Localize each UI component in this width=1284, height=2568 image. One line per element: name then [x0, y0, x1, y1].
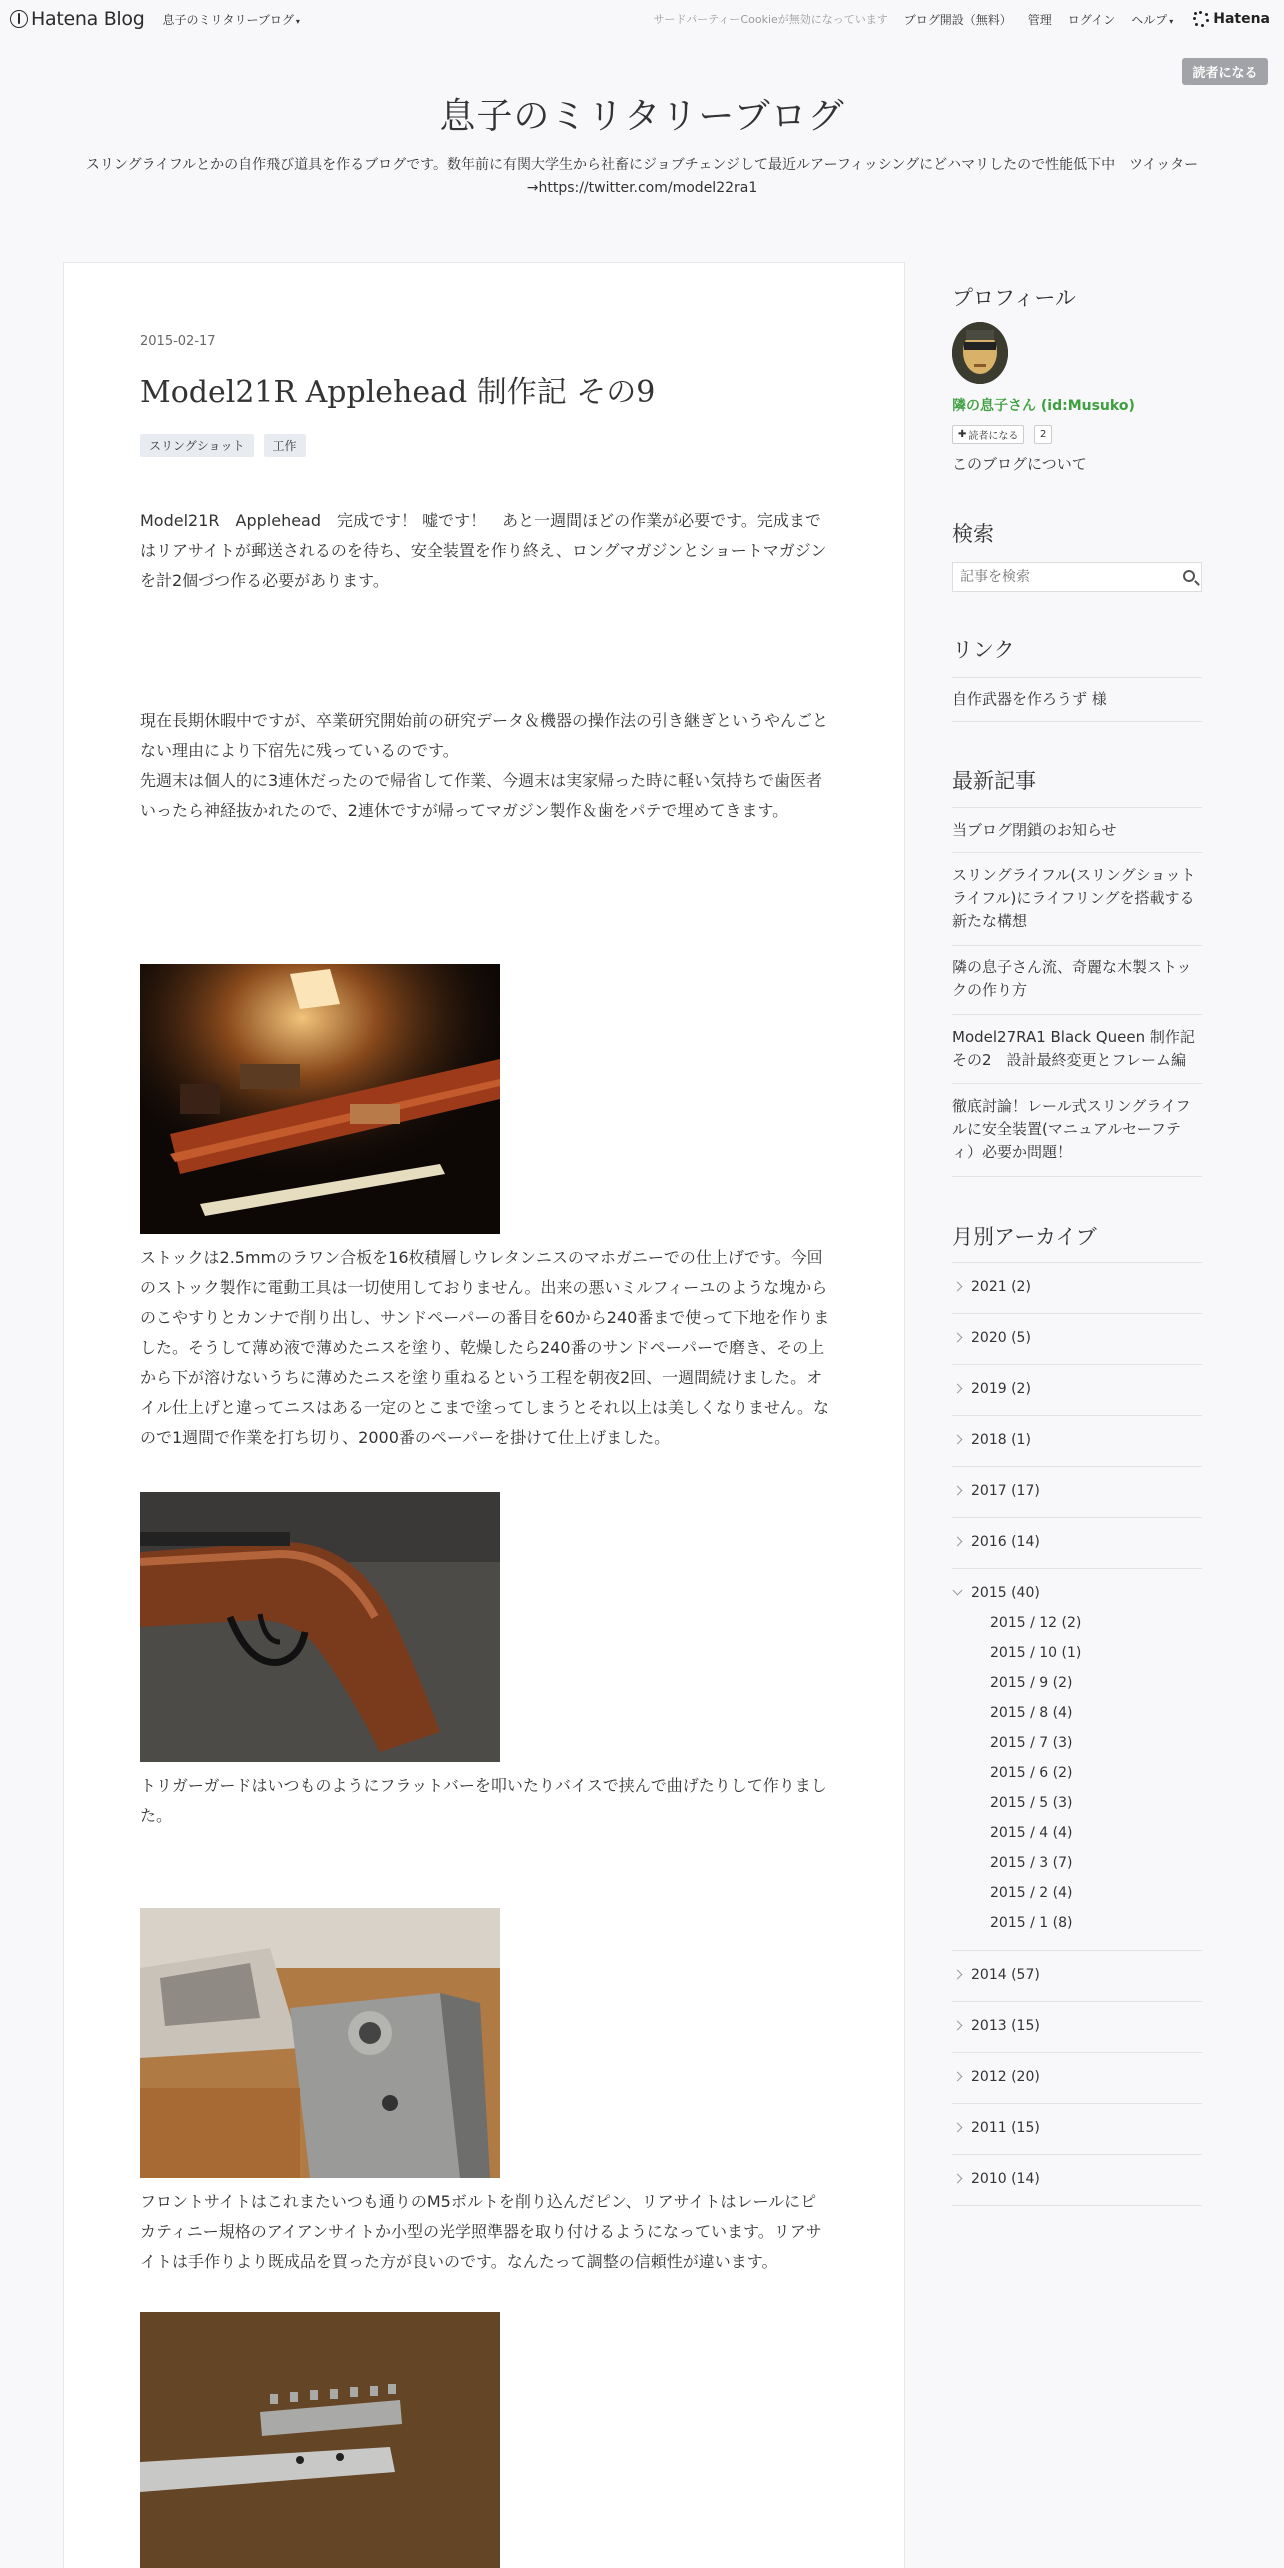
- archive-month-link[interactable]: 2015 / 9 (2): [990, 1675, 1073, 1691]
- archive-year-label: 2011 (15): [971, 2120, 1040, 2136]
- archive-year-2016[interactable]: [952, 1534, 1202, 1550]
- chevron-right-icon: [953, 1435, 963, 1445]
- reader-count: 2: [1034, 425, 1052, 444]
- help-label: ヘルプ: [1131, 12, 1168, 27]
- chevron-down-icon: [953, 1586, 963, 1596]
- archive-year-2019[interactable]: [952, 1381, 1202, 1397]
- search-input[interactable]: [953, 569, 1163, 585]
- entry-card: [63, 262, 905, 2568]
- subscribe-button[interactable]: 読者になる: [1182, 58, 1268, 85]
- divider: [952, 1083, 1202, 1084]
- divider: [952, 2052, 1202, 2053]
- entry-paragraph: 現在長期休暇中ですが、卒業研究開始前の研究データ＆機器の操作法の引き継ぎというやんごとない理由により下宿先に残っているのです。: [140, 711, 829, 760]
- archive-year-2012[interactable]: [952, 2069, 1202, 2085]
- divider: [952, 1950, 1202, 1951]
- archive-month-link[interactable]: 2015 / 10 (1): [990, 1645, 1082, 1661]
- chevron-right-icon: [953, 2123, 963, 2133]
- entry-tags: [140, 434, 316, 457]
- entry-date[interactable]: 2015-02-17: [140, 334, 216, 349]
- hatena-blog-logo[interactable]: [10, 8, 145, 30]
- archive-year-2015[interactable]: [952, 1585, 1202, 1601]
- archive-month-link[interactable]: 2015 / 4 (4): [990, 1825, 1073, 1841]
- recent-article-link[interactable]: スリングライフル(スリングショットライフル)にライフリングを搭載する新たな構想: [952, 866, 1196, 930]
- chevron-right-icon: [953, 1333, 963, 1343]
- hatena-dots-icon: [1193, 11, 1209, 27]
- caret-down-icon: ▾: [1169, 16, 1174, 26]
- archive-month-link[interactable]: 2015 / 8 (4): [990, 1705, 1073, 1721]
- archive-year-label: 2010 (14): [971, 2171, 1040, 2187]
- blog-description: スリングライフルとかの自作飛び道具を作るブログです。数年前に有関大学生から社畜にジョブチェンジして最近ルアーフィッシングにどハマリしたので性能低下中 ツイッター→https://twitter.com/model22ra1: [85, 157, 1199, 196]
- about-blog-link[interactable]: このブログについて: [952, 455, 1087, 473]
- divider: [952, 721, 1202, 722]
- entry-paragraph: トリガーガードはいつものようにフラットバーを叩いたりバイスで挟んで曲げたりして作りました。: [140, 1776, 827, 1825]
- entry-paragraph: Model21R Applehead 完成です！ 嘘です！ あと一週間ほどの作業が必要です。完成まではリアサイトが郵送されるのを待ち、安全装置を作り終え、ロングマガジンとショートマガジンを計2個づつ作る必要があります。: [140, 511, 827, 590]
- photo-workshop[interactable]: [140, 964, 500, 1234]
- hatena-blog-logo-text: Hatena Blog: [31, 8, 145, 30]
- archive-year-label: 2019 (2): [971, 1381, 1031, 1397]
- divider: [952, 1262, 1202, 1263]
- hatena-logo[interactable]: [1193, 11, 1270, 27]
- archive-year-label: 2015 (40): [971, 1585, 1040, 1601]
- archive-year-2011[interactable]: [952, 2120, 1202, 2136]
- chevron-right-icon: [953, 1282, 963, 1292]
- archive-month-link[interactable]: 2015 / 3 (7): [990, 1855, 1073, 1871]
- admin-link[interactable]: 管理: [1027, 12, 1052, 27]
- photo-front-sight[interactable]: [140, 1908, 500, 2178]
- open-blog-link[interactable]: ブログ開設（無料）: [903, 12, 1012, 27]
- archive-year-label: 2013 (15): [971, 2018, 1040, 2034]
- divider: [952, 2103, 1202, 2104]
- divider: [952, 807, 1202, 808]
- recent-heading: 最新記事: [952, 769, 1036, 793]
- profile-avatar[interactable]: [952, 322, 1008, 384]
- plus-icon: ✚: [958, 429, 967, 440]
- profile-name-link[interactable]: 隣の息子さん (id:Musuko): [952, 398, 1135, 414]
- entry-paragraph: 先週末は個人的に3連休だったので帰省して作業、今週末は実家帰った時に軽い気持ちで歯医者いったら神経抜かれたので、2連休ですが帰ってマガジン製作＆歯をパテで埋めてきます。: [140, 771, 823, 820]
- archive-year-2020[interactable]: [952, 1330, 1202, 1346]
- divider: [952, 1176, 1202, 1177]
- blog-menu-dropdown[interactable]: [163, 11, 300, 28]
- divider: [952, 1364, 1202, 1365]
- search-box: [952, 562, 1202, 592]
- divider: [952, 1517, 1202, 1518]
- divider: [952, 2154, 1202, 2155]
- archive-year-label: 2021 (2): [971, 1279, 1031, 1295]
- recent-article-link[interactable]: Model27RA1 Black Queen 制作記 その2 設計最終変更とフレーム編: [952, 1028, 1195, 1069]
- divider: [952, 1466, 1202, 1467]
- sidebar-link[interactable]: 自作武器を作ろうず 様: [952, 690, 1107, 708]
- photo-stock-trigger[interactable]: [140, 1492, 500, 1762]
- archive-year-2018[interactable]: [952, 1432, 1202, 1448]
- global-header: [0, 0, 1284, 38]
- chevron-right-icon: [953, 2072, 963, 2082]
- archive-year-label: 2018 (1): [971, 1432, 1031, 1448]
- entry-paragraph: ストックは2.5mmのラワン合板を16枚積層しウレタンニスのマホガニーでの仕上げです。今回のストック製作に電動工具は一切使用しておりません。出来の悪いミルフィーユのような塊からのこやすりとカンナで削り出し、サンドペーパーの番目を60から240番まで使って下地を作りました。そうして薄め液で薄めたニスを塗り、乾燥したら240番のサンドペーパーで磨き、その上から下が溶けないうちに薄めたニスを塗り重ねるという工程を朝夜2回、一週間続けました。オイル仕上げと違ってニスはある一定のとこまで塗ってしまうとそれ以上は美しくなりません。なので1週間で作業を打ち切り、2000番のペーパーを掛けて仕上げました。: [140, 1248, 830, 1447]
- caret-down-icon: ▾: [295, 16, 300, 26]
- divider: [952, 2001, 1202, 2002]
- hatena-logo-text: Hatena: [1213, 11, 1270, 27]
- cookie-notice[interactable]: サードパーティーCookieが無効になっています: [653, 13, 888, 26]
- divider: [952, 1313, 1202, 1314]
- archive-year-label: 2012 (20): [971, 2069, 1040, 2085]
- archive-year-label: 2014 (57): [971, 1967, 1040, 1983]
- login-link[interactable]: ログイン: [1067, 12, 1116, 27]
- global-header-right: [654, 0, 1270, 38]
- blog-menu-label: 息子のミリタリーブログ: [162, 12, 294, 27]
- archive-month-link[interactable]: 2015 / 1 (8): [990, 1915, 1073, 1931]
- archive-year-2010[interactable]: [952, 2171, 1202, 2187]
- tag-craft[interactable]: 工作: [264, 434, 306, 457]
- divider: [952, 1415, 1202, 1416]
- recent-article-link[interactable]: 当ブログ閉鎖のお知らせ: [952, 821, 1117, 839]
- divider: [952, 677, 1202, 678]
- entry-paragraph: フロントサイトはこれまたいつも通りのM5ボルトを削り込んだピン、リアサイトはレールにピカティニー規格のアイアンサイトか小型の光学照準器を取り付けるようになっています。リアサイトは手作りより既成品を買った方が良いのです。なんたって調整の信頼性が違います。: [140, 2192, 822, 2271]
- archive-year-2014[interactable]: [952, 1967, 1202, 1983]
- recent-article-link[interactable]: 徹底討論！レール式スリングライフルに安全装置(マニュアルセーフティ）必要か問題！: [952, 1097, 1191, 1161]
- divider: [952, 1014, 1202, 1015]
- divider: [952, 1568, 1202, 1569]
- archive-year-label: 2016 (14): [971, 1534, 1040, 1550]
- profile-subscribe-label: 読者になる: [968, 431, 1019, 442]
- entry-title[interactable]: Model21R Applehead 制作記 その9: [140, 375, 656, 410]
- archive-month-link[interactable]: 2015 / 7 (3): [990, 1735, 1073, 1751]
- chevron-right-icon: [953, 2174, 963, 2184]
- search-icon[interactable]: [1183, 570, 1195, 582]
- archive-year-label: 2020 (5): [971, 1330, 1031, 1346]
- archive-month-link[interactable]: 2015 / 5 (3): [990, 1795, 1073, 1811]
- archive-month-link[interactable]: 2015 / 12 (2): [990, 1615, 1082, 1631]
- archive-year-label: 2017 (17): [971, 1483, 1040, 1499]
- help-menu[interactable]: [1131, 11, 1173, 28]
- profile-subscribe-button[interactable]: [952, 425, 1024, 444]
- recent-article-link[interactable]: 隣の息子さん流、奇麗な木製ストックの作り方: [952, 958, 1192, 999]
- chevron-right-icon: [953, 2021, 963, 2031]
- chevron-right-icon: [953, 1970, 963, 1980]
- tag-slingshot[interactable]: スリングショット: [140, 434, 254, 457]
- chevron-right-icon: [953, 1486, 963, 1496]
- archive-month-link[interactable]: 2015 / 2 (4): [990, 1885, 1073, 1901]
- links-heading: リンク: [952, 638, 1015, 662]
- blog-title[interactable]: 息子のミリタリーブログ: [439, 96, 845, 137]
- photo-rear-sight-rail[interactable]: [140, 2312, 500, 2568]
- divider: [952, 945, 1202, 946]
- profile-heading: プロフィール: [952, 286, 1076, 310]
- archive-year-2021[interactable]: [952, 1279, 1202, 1295]
- archive-year-2013[interactable]: [952, 2018, 1202, 2034]
- divider: [952, 852, 1202, 853]
- hatena-blog-logo-icon: [10, 10, 28, 28]
- chevron-right-icon: [953, 1537, 963, 1547]
- archive-month-link[interactable]: 2015 / 6 (2): [990, 1765, 1073, 1781]
- archive-year-2017[interactable]: [952, 1483, 1202, 1499]
- divider: [952, 2205, 1202, 2206]
- chevron-right-icon: [953, 1384, 963, 1394]
- search-heading: 検索: [952, 522, 994, 546]
- archive-heading: 月別アーカイブ: [952, 1225, 1097, 1249]
